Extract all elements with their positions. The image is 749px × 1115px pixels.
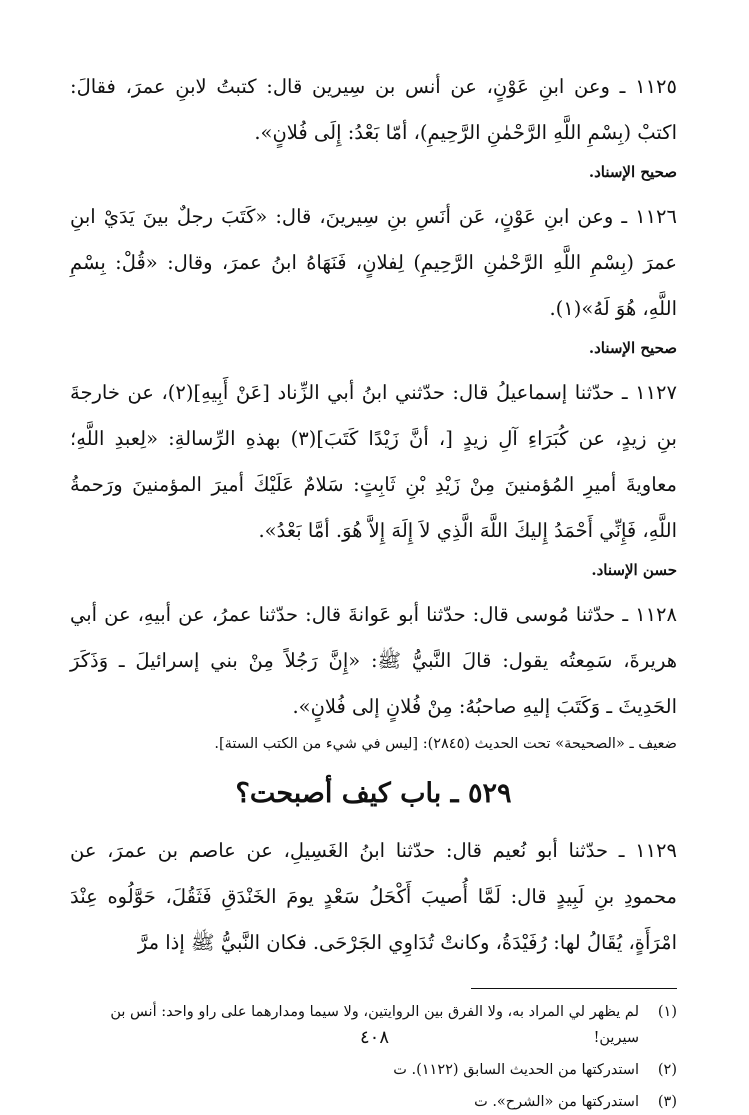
hadith-1126-grade: صحيح الإسناد.	[588, 339, 677, 357]
hadith-1128: ١١٢٨ ـ حدّثنا مُوسى قال: حدّثنا أبو عَوانةَ قال: حدّثنا عمرُ، عن أبيهِ، عن أبي هريرةَ، سَمِعتُه يقول: قالَ النَّبيُّ ﷺ: «إِنَّ رَجُلاً مِنْ بني إسرائيلَ ـ وَذَكَرَ الحَدِيثَ ـ وَكَتَبَ إليهِ صاحبُهُ: مِنْ فُلانٍ إلى فُلانٍ».	[70, 603, 677, 718]
hadith-1127-grade: حسن الإسناد.	[591, 561, 677, 579]
footnote-text: استدركتها من «الشرح». ت	[474, 1094, 639, 1110]
footnote-number: (٢)	[657, 1062, 677, 1078]
footnote-separator	[471, 988, 677, 989]
hadith-1129: ١١٢٩ ـ حدّثنا أبو نُعيم قال: حدّثنا ابنُ الغَسِيلِ، عن عاصم بن عمرَ، عن محمودِ بنِ لَبِيدٍ قال: لَمَّا أُصيبَ أَكْحَلُ سَعْدٍ يومَ الخَنْدَقِ فَثَقُلَ، حَوَّلُوه عِنْدَ امْرَأَةٍ، يُقَالُ لها: رُفَيْدَةُ، وكانتْ تُدَاوِي الجَرْحَى. فكان النَّبيُّ ﷺ إذا مرَّ	[70, 839, 677, 954]
hadith-1126: ١١٢٦ ـ وعن ابنِ عَوْنٍ، عَن أنَسِ بنِ سِيرينَ، قال: «كَتَبَ رجلٌ بينَ يَدَيْ ابنِ عمرَ (بِسْمِ اللَّهِ الرَّحْمٰنِ الرَّحِيمِ) لِفلانٍ، فَنَهَاهُ ابنُ عمرَ، وقال: «قُلْ: بِسْمِ اللَّهِ، هُوَ لَهُ»(١).	[70, 205, 677, 320]
footnote-text: لم يظهر لي المراد به، ولا الفرق بين الروايتين، ولا سيما ومدارهما على راو واحد: أنس بن سيرين!	[110, 1004, 639, 1046]
hadith-1125-grade: صحيح الإسناد.	[588, 163, 677, 181]
hadith-1128-grade: ضعيف ـ «الصحيحة» تحت الحديث (٢٨٤٥): [ليس في شيء من الكتب الستة].	[214, 736, 677, 752]
footnote-number: (٣)	[657, 1094, 677, 1110]
chapter-title: ٥٢٩ ـ باب كيف أصبحت؟	[235, 778, 512, 809]
footnote-number: (١)	[657, 1004, 677, 1020]
footnote-text: استدركتها من الحديث السابق (١١٢٢). ت	[393, 1062, 639, 1078]
page-number: ٤٠٨	[359, 1027, 389, 1048]
footnote-item	[70, 1057, 677, 1083]
footnote-item	[70, 1089, 677, 1115]
hadith-1127: ١١٢٧ ـ حدّثنا إسماعيلُ قال: حدّثني ابنُ أبي الزِّناد [عَنْ أَبِيهِ](٢)، عن خارجةَ بنِ زيدٍ، عن كُبَرَاءِ آلِ زيدٍ [، أنَّ زَيْدًا كَتَبَ](٣) بهذهِ الرِّسالةِ: «لِعبدِ اللَّهِ؛ معاويةَ أميرِ المُؤمنينَ مِنْ زَيْدِ بْنِ ثَابِتٍ: سَلامٌ عَلَيْكَ أميرَ المؤمنينَ ورَحمةُ اللَّهِ، فَإِنِّي أَحْمَدُ إِليكَ اللَّهَ الَّذِي لاَ إِلَهَ إِلاَّ هُوَ. أمَّا بَعْدُ».	[70, 381, 677, 542]
hadith-1125: ١١٢٥ ـ وعن ابنِ عَوْنٍ، عن أنس بن سِيرين قال: كتبتُ لابنِ عمرَ، فقالَ: اكتبْ (بِسْمِ اللَّهِ الرَّحْمٰنِ الرَّحِيمِ)، أمّا بَعْدُ: إِلَى فُلانٍ».	[70, 75, 677, 144]
